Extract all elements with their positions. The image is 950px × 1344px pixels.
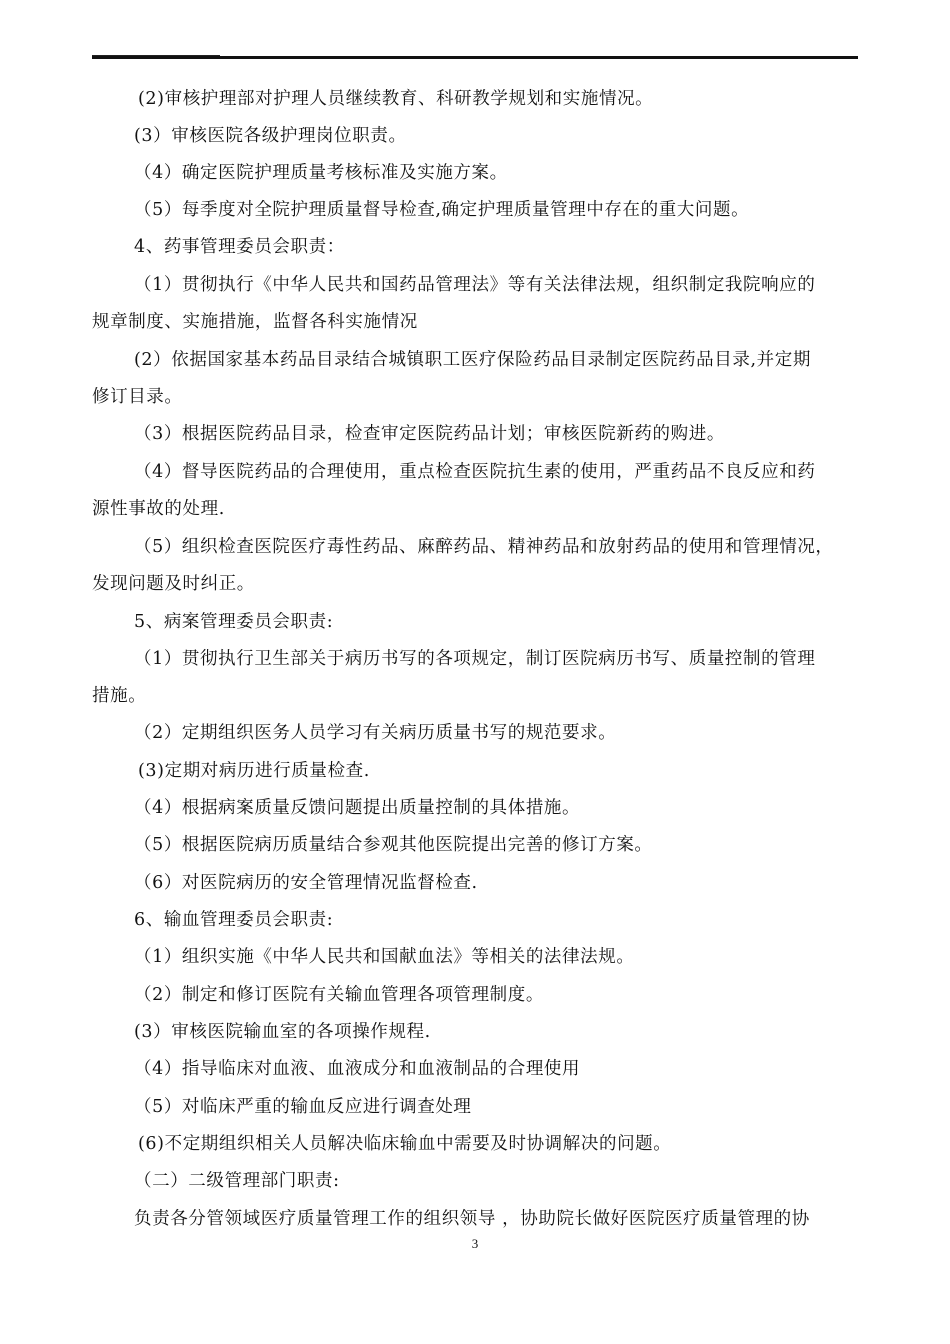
text-line: （5）根据医院病历质量结合参观其他医院提出完善的修订方案。 (134, 835, 653, 855)
text-line: （4）指导临床对血液、血液成分和血液制品的合理使用 (134, 1059, 581, 1079)
text-line: (6)不定期组织相关人员解决临床输血中需要及时协调解决的问题。 (138, 1134, 672, 1154)
text-line: （4）根据病案质量反馈问题提出质量控制的具体措施。 (134, 798, 581, 818)
text-line: (3）审核医院各级护理岗位职责。 (134, 126, 407, 146)
section-heading: 4、药事管理委员会职责： (134, 237, 345, 257)
text-line: （6）对医院病历的安全管理情况监督检查. (134, 873, 478, 893)
text-line: （5）每季度对全院护理质量督导检查,确定护理质量管理中存在的重大问题。 (134, 200, 750, 220)
page-number: 3 (471, 1236, 479, 1251)
text-line: (2)审核护理部对护理人员继续教育、科研教学规划和实施情况。 (138, 89, 654, 109)
header-rule (92, 56, 858, 59)
text-line: 发现问题及时纠正。 (92, 574, 255, 594)
text-line: （2）定期组织医务人员学习有关病历质量书写的规范要求。 (134, 723, 617, 743)
section-heading: 6、输血管理委员会职责: (134, 910, 334, 930)
text-line: (3)定期对病历进行质量检查. (138, 761, 370, 781)
text-line: （1）组织实施《中华人民共和国献血法》等相关的法律法规。 (134, 947, 635, 967)
text-line: （1）贯彻执行卫生部关于病历书写的各项规定，制订医院病历书写、质量控制的管理 (134, 649, 816, 669)
text-line: （5）对临床严重的输血反应进行调查处理 (134, 1097, 472, 1117)
text-line: 源性事故的处理. (92, 499, 225, 519)
text-line: （4）确定医院护理质量考核标准及实施方案。 (134, 163, 508, 183)
text-line: 措施。 (92, 686, 147, 706)
section-heading: （二）二级管理部门职责: (134, 1171, 340, 1191)
text-line: (2）依据国家基本药品目录结合城镇职工医疗保险药品目录制定医院药品目录,并定期 (134, 350, 811, 370)
text-line: （2）制定和修订医院有关输血管理各项管理制度。 (134, 985, 544, 1005)
text-line: （3）根据医院药品目录，检查审定医院药品计划；审核医院新药的购进。 (134, 424, 725, 444)
text-line: 负责各分管领域医疗质量管理工作的组织领导 ，协助院长做好医院医疗质量管理的协 (134, 1209, 810, 1229)
text-line: （5）组织检查医院医疗毒性药品、麻醉药品、精神药品和放射药品的使用和管理情况， (134, 537, 834, 557)
text-line: 规章制度、实施措施，监督各科实施情况 (92, 312, 418, 332)
text-line: （4）督导医院药品的合理使用，重点检查医院抗生素的使用，严重药品不良反应和药 (134, 462, 816, 482)
text-line: （1）贯彻执行《中华人民共和国药品管理法》等有关法律法规，组织制定我院响应的 (134, 275, 816, 295)
section-heading: 5、病案管理委员会职责: (134, 612, 334, 632)
text-line: 修订目录。 (92, 387, 183, 407)
text-line: (3）审核医院输血室的各项操作规程. (134, 1022, 431, 1042)
